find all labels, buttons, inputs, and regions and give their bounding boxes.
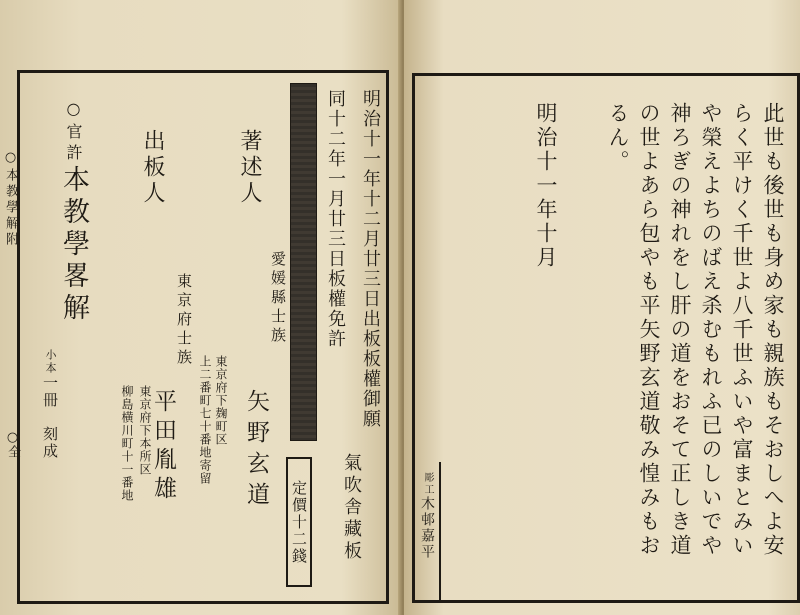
text-column-6: るん。 (606, 102, 630, 174)
colophon-frame (17, 70, 389, 604)
author-address-1: 東京府下麹町区 (214, 355, 228, 446)
seal-band (290, 83, 317, 441)
text-column-3: や榮えよちのばえ杀むもれふ已のしいでや (699, 102, 723, 558)
text-column-4: 神ろぎの神れをし肝の道をおそて正しき道 (668, 102, 692, 558)
text-column-5: の世よあら包やも平矢野玄道敬み惶みもお (637, 102, 661, 558)
publisher-address-1: 東京府下本所区 (138, 385, 152, 476)
carver-name: 木邨嘉平 (419, 496, 435, 560)
margin-title: ○本教學解附 (3, 150, 18, 248)
author-name: 矢野玄道 (243, 389, 269, 513)
publisher-name: 平田胤雄 (150, 389, 176, 505)
book-title-line (58, 99, 88, 325)
publication-date-line: 明治十一年十二月廿三日出板板權御願 (360, 89, 381, 429)
edition-text: 一冊 刻成 (41, 375, 59, 460)
book-title: 本教學畧解 (58, 165, 89, 325)
publisher-address-2: 柳島横川町十一番地 (120, 385, 134, 502)
main-text-frame (412, 73, 800, 603)
author-address-2: 上二番町七十番地寄留 (198, 355, 212, 485)
carver-box (415, 462, 441, 602)
carver-label: 彫工 (422, 472, 433, 496)
text-column-1: 此世も後世も身め家も親族もそおしへよ安 (761, 102, 785, 558)
edition-info (42, 349, 58, 460)
date-column: 明治十一年十月 (534, 102, 558, 270)
approval-mark: 官許 (64, 123, 83, 165)
right-page (404, 0, 800, 615)
author-origin: 愛媛縣士族 (269, 251, 287, 346)
author-label: 著述人 (237, 129, 262, 207)
margin-mark: ○全 (5, 430, 20, 458)
publisher-origin: 東京府士族 (175, 273, 193, 368)
edition-size: 小本 (44, 349, 57, 375)
circle-mark: ○ (64, 99, 83, 123)
publisher-label: 出板人 (140, 129, 165, 207)
price-box: 定價十二錢 (286, 457, 312, 587)
copyright-date-line: 同十二年一月廿三日板權免許 (325, 89, 346, 349)
publishing-house: 氣吹舎藏板 (341, 453, 362, 563)
text-column-2: らく平けく千世よ八千世ふいや富まとみい (730, 102, 754, 558)
